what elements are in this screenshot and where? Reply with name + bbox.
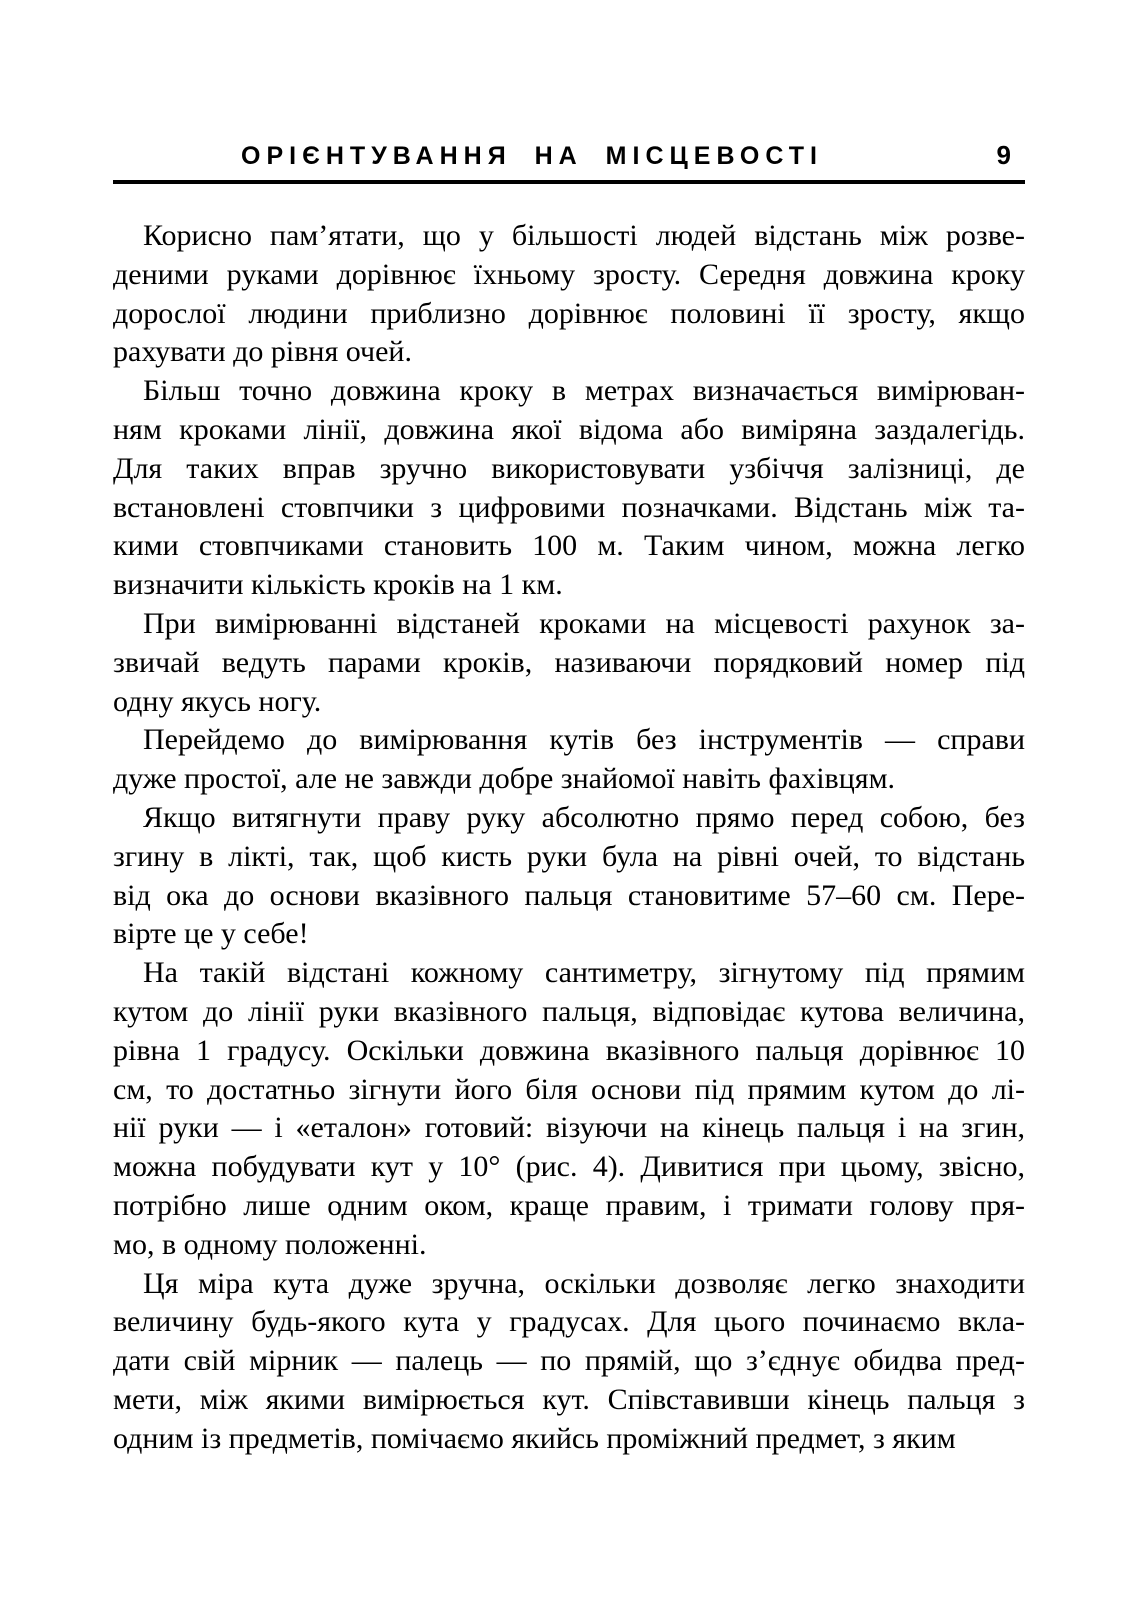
body-text	[113, 217, 1025, 1459]
text-line: кими стовпчиками становить 100 м. Таким чином, можна легко	[113, 529, 1025, 563]
text-line: Корисно пам’ятати, що у більшості людей відстань між розве-	[143, 219, 1025, 252]
text-line: визначити кількість кроків на 1 км.	[113, 568, 563, 602]
header-rule	[113, 180, 1025, 184]
text-line: звичай ведуть парами кроків, називаючи порядковий номер під	[113, 645, 1025, 679]
text-line: Для таких вправ зручно використовувати узбіччя залізниці, де	[113, 451, 1025, 485]
text-line: потрібно лише одним оком, краще правим, і тримати голову пря-	[113, 1188, 1025, 1222]
text-line: одним із предметів, помічаємо якийсь проміжний предмет, з яким	[113, 1421, 956, 1455]
text-line: кутом до лінії руки вказівного пальця, відповідає кутова величина,	[113, 994, 1025, 1028]
text-line: дати свій мірник — палець — по прямій, що з’єднує обидва пред-	[113, 1344, 1025, 1378]
paragraph	[113, 799, 1025, 954]
text-line: Якщо витягнути праву руку абсолютно прямо перед собою, без	[143, 800, 1025, 834]
text-line: нії руки — і «еталон» готовий: візуючи на кінець пальця і на згин,	[113, 1111, 1025, 1145]
paragraph	[113, 372, 1025, 605]
text-line: рахувати до рівня очей.	[113, 335, 412, 369]
paragraph	[113, 954, 1025, 1264]
text-line: ням кроками лінії, довжина якої відома або виміряна заздалегідь.	[113, 412, 1025, 446]
text-line: На такій відстані кожному сантиметру, зігнутому під прямим	[143, 956, 1025, 990]
text-line: одну якусь ногу.	[113, 684, 322, 718]
paragraph	[113, 217, 1025, 372]
paragraph	[113, 1265, 1025, 1459]
text-line: згину в лікті, так, щоб кисть руки була на рівні очей, то відстань	[113, 839, 1025, 873]
text-line: можна побудувати кут у 10° (рис. 4). Дивитися при цьому, звісно,	[113, 1150, 1025, 1184]
text-line: від ока до основи вказівного пальця становитиме 57–60 см. Пере-	[113, 878, 1025, 912]
text-line: дорослої людини приблизно дорівнює половині її зросту, якщо	[113, 296, 1025, 330]
text-line: деними руками дорівнює їхньому зросту. Середня довжина кроку	[113, 257, 1025, 291]
text-line: Перейдемо до вимірювання кутів без інструментів — справи	[143, 723, 1025, 757]
page-content	[113, 0, 1025, 1459]
running-head	[113, 141, 1025, 170]
text-line: Ця міра кута дуже зручна, оскільки дозволяє легко знаходити	[143, 1266, 1025, 1300]
text-line: см, то достатньо зігнути його біля основи під прямим кутом до лі-	[113, 1072, 1025, 1106]
text-line: рівна 1 градусу. Оскільки довжина вказівного пальця дорівнює 10	[113, 1033, 1025, 1067]
text-line: встановлені стовпчики з цифровими позначками. Відстань між та-	[113, 490, 1025, 524]
text-line: Більш точно довжина кроку в метрах визначається вимірюван-	[143, 374, 1025, 408]
text-line: величину будь-якого кута у градусах. Для цього починаємо вкла-	[113, 1305, 1025, 1339]
text-line: дуже простої, але не завжди добре знайомої навіть фахівцям.	[113, 762, 896, 796]
paragraph	[113, 721, 1025, 799]
paragraph	[113, 605, 1025, 721]
text-line: вірте це у себе!	[113, 917, 309, 951]
page-title: ОРІЄНТУВАННЯ НА МІСЦЕВОСТІ	[241, 142, 823, 170]
page-number: 9	[996, 140, 1011, 170]
text-line: При вимірюванні відстаней кроками на місцевості рахунок за-	[143, 606, 1025, 640]
text-line: мо, в одному положенні.	[113, 1227, 427, 1261]
text-line: мети, між якими вимірюється кут. Співставивши кінець пальця з	[113, 1382, 1025, 1416]
